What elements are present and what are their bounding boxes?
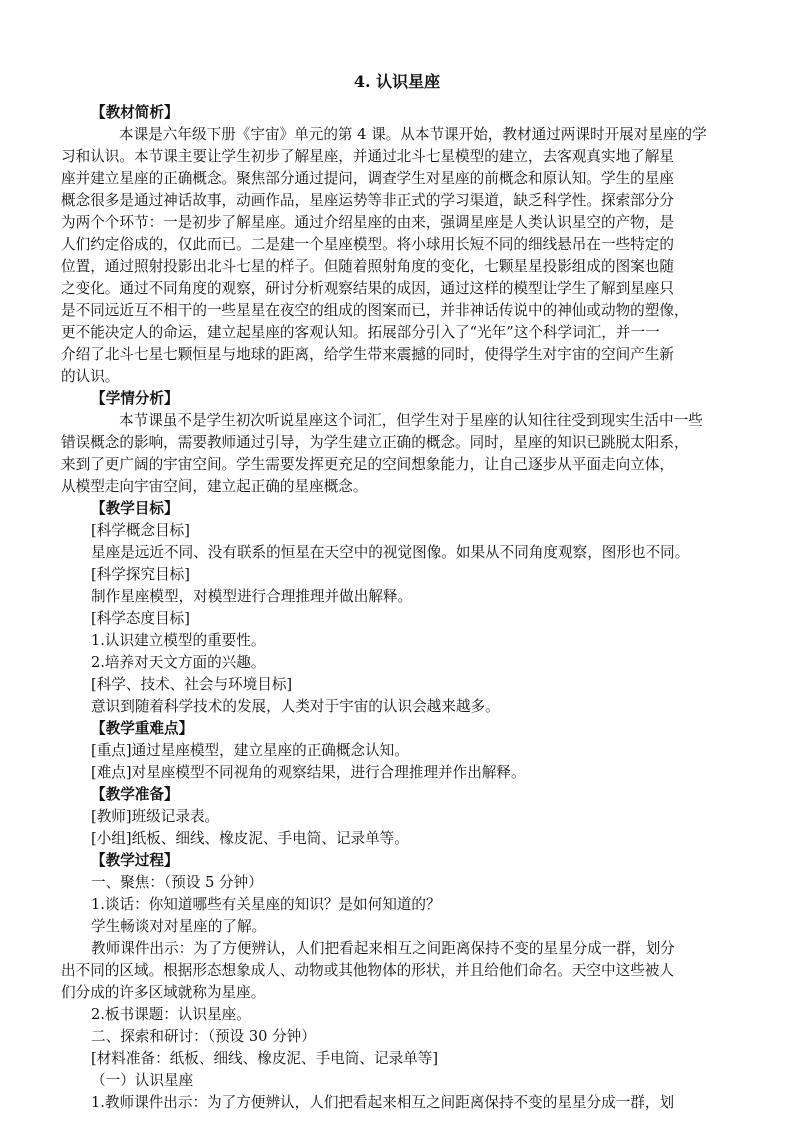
- list-item: 2.板书课题：认识星座。: [91, 1006, 251, 1023]
- heading-key-points: 【教学重难点】: [91, 720, 194, 737]
- list-item: 1.教师课件出示：为了方便辨认，人们把看起来相互之间距离保持不变的星星分成一群，划: [91, 1094, 675, 1111]
- paragraph-line: [小组]纸板、细线、橡皮泥、手电筒、记录单等。: [91, 830, 409, 847]
- paragraph-line: 出不同的区域。根据形态想象成人、动物或其他物体的形状，并且给他们命名。天空中这些被人: [61, 962, 674, 979]
- paragraph-line: 本课是六年级下册《宇宙》单元的第 4 课。从本节课开始，教材通过两课时开展对星座的学: [119, 126, 707, 143]
- subheading: [科学、技术、社会与环境目标]: [91, 676, 293, 693]
- page-title: 4. 认识星座: [353, 72, 441, 91]
- paragraph-line: 座并建立星座的正确概念。聚焦部分通过提问，调查学生对星座的前概念和原认知。学生的星座: [61, 170, 674, 187]
- paragraph-line: 学生畅谈对对星座的了解。: [91, 918, 267, 935]
- paragraph-line: [材料准备：纸板、细线、橡皮泥、手电筒、记录单等]: [91, 1050, 439, 1067]
- list-item: 1.谈话：你知道哪些有关星座的知识？是如何知道的？: [91, 896, 441, 913]
- heading-teaching-process: 【教学过程】: [91, 852, 179, 869]
- paragraph-line: 错误概念的影响，需要教师通过引导，为学生建立正确的概念。同时，星座的知识已跳脱太阳系，: [61, 434, 689, 451]
- paragraph-line: 制作星座模型，对模型进行合理推理并做出解释。: [91, 588, 413, 605]
- paragraph-line: [重点]通过星座模型，建立星座的正确概念认知。: [91, 742, 409, 759]
- section-heading: 二、探索和研讨：（预设 30 分钟）: [91, 1028, 316, 1045]
- paragraph-line: 人们约定俗成的，仅此而已。二是建一个星座模型。将小球用长短不同的细线悬吊在一些特定的: [61, 236, 674, 253]
- subheading: [科学探究目标]: [91, 566, 190, 583]
- subheading: [科学态度目标]: [91, 610, 190, 627]
- paragraph-line: 为两个个环节：一是初步了解星座。通过介绍星座的由来，强调星座是人类认识星空的产物，是: [61, 214, 674, 231]
- paragraph-line: 是不同远近互不相干的一些星星在夜空的组成的图案而已，并非神话传说中的神仙或动物的塑像，: [61, 302, 689, 319]
- paragraph-line: 位置，通过照射投影出北斗七星的样子。但随着照射角度的变化，七颗星星投影组成的图案也随: [61, 258, 674, 275]
- paragraph-line: 们分成的许多区域就称为星座。: [61, 984, 266, 1001]
- paragraph-line: 介绍了北斗七星七颗恒星与地球的距离，给学生带来震撼的同时，使得学生对宇宙的空间产生新: [61, 346, 674, 363]
- heading-textbook-analysis: 【教材简析】: [91, 104, 179, 121]
- heading-learner-analysis: 【学情分析】: [91, 390, 179, 407]
- heading-teaching-goals: 【教学目标】: [91, 500, 179, 517]
- paragraph-line: 本节课虽不是学生初次听说星座这个词汇，但学生对于星座的认知往往受到现实生活中一些: [119, 412, 703, 429]
- list-item: 1.认识建立模型的重要性。: [91, 632, 266, 649]
- paragraph-line: 之变化。通过不同角度的观察，研讨分析观察结果的成因，通过这样的模型让学生了解到星座只: [61, 280, 674, 297]
- paragraph-line: [难点]对星座模型不同视角的观察结果，进行合理推理并作出解释。: [91, 764, 526, 781]
- section-heading: 一、聚焦：（预设 5 分钟）: [91, 874, 263, 891]
- paragraph-line: 从模型走向宇宙空间，建立起正确的星座概念。: [61, 478, 368, 495]
- paragraph-line: 教师课件出示：为了方便辨认，人们把看起来相互之间距离保持不变的星星分成一群，划分: [91, 940, 675, 957]
- list-item: 2.培养对天文方面的兴趣。: [91, 654, 266, 671]
- heading-preparation: 【教学准备】: [91, 786, 179, 803]
- paragraph-line: 星座是远近不同、没有联系的恒星在天空中的视觉图像。如果从不同角度观察，图形也不同。: [91, 544, 690, 561]
- paragraph-line: 来到了更广阔的宇宙空间。学生需要发挥更充足的空间想象能力，让自己逐步从平面走向立体，: [61, 456, 674, 473]
- paragraph-line: 概念很多是通过神话故事，动画作品，星座运势等非正式的学习渠道，缺乏科学性。探索部分分: [61, 192, 674, 209]
- paragraph-line: 意识到随着科学技术的发展，人类对于宇宙的认识会越来越多。: [91, 698, 500, 715]
- paragraph-line: 更不能决定人的命运，建立起星座的客观认知。拓展部分引入了“光年”这个科学词汇，并一一: [61, 324, 660, 341]
- paragraph-line: 的认识。: [61, 368, 120, 385]
- subsection-heading: （一）认识星座: [91, 1072, 194, 1089]
- paragraph-line: 习和认识。本节课主要让学生初步了解星座，并通过北斗七星模型的建立，去客观真实地了解星: [61, 148, 674, 165]
- paragraph-line: [教师]班级记录表。: [91, 808, 220, 825]
- subheading: [科学概念目标]: [91, 522, 190, 539]
